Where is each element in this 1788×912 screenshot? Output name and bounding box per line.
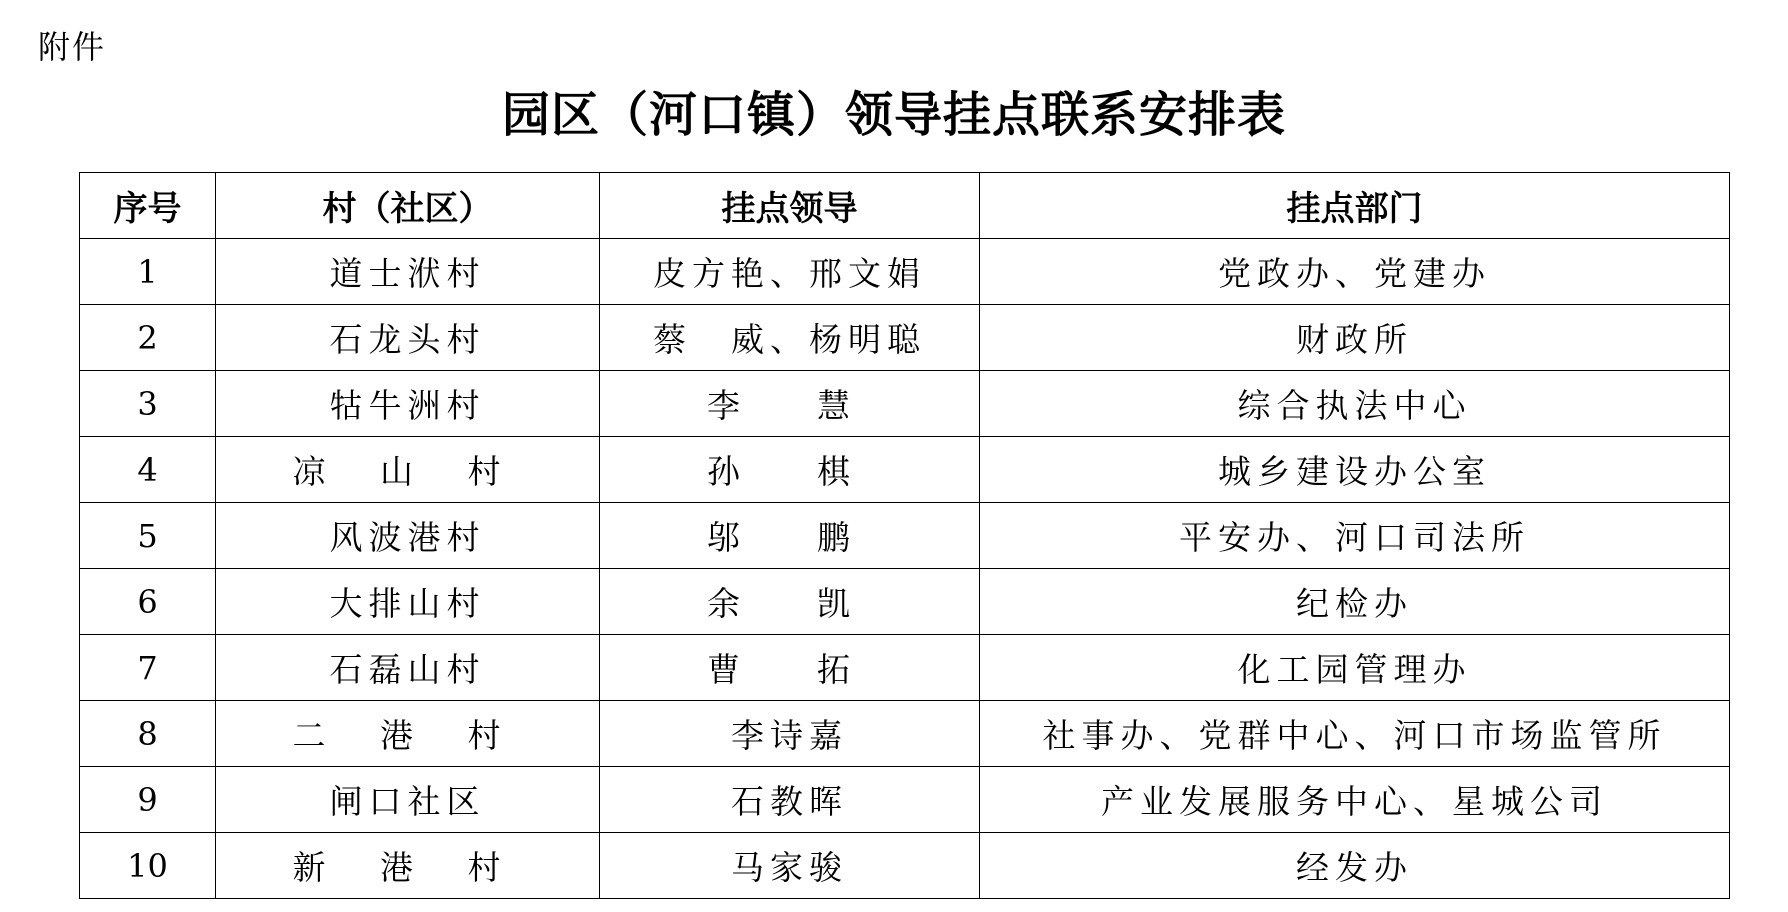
row-leader: 孙 棋	[600, 437, 980, 503]
row-leader: 李 慧	[600, 371, 980, 437]
table-row	[80, 767, 1730, 833]
row-village: 二 港 村	[216, 701, 600, 767]
row-village: 道士洑村	[216, 239, 600, 305]
row-leader: 邬 鹏	[600, 503, 980, 569]
assignment-table	[79, 172, 1730, 899]
row-dept: 平安办、河口司法所	[980, 503, 1730, 569]
row-village: 石龙头村	[216, 305, 600, 371]
row-village: 风波港村	[216, 503, 600, 569]
table-row	[80, 239, 1730, 305]
row-dept: 党政办、党建办	[980, 239, 1730, 305]
row-dept: 财政所	[980, 305, 1730, 371]
row-leader: 马家骏	[600, 833, 980, 899]
row-dept: 化工园管理办	[980, 635, 1730, 701]
header-no: 序号	[80, 173, 216, 239]
table-header-row	[80, 173, 1730, 239]
row-dept: 社事办、党群中心、河口市场监管所	[980, 701, 1730, 767]
row-no: 9	[80, 767, 216, 833]
row-dept: 纪检办	[980, 569, 1730, 635]
row-leader: 余 凯	[600, 569, 980, 635]
table-row	[80, 569, 1730, 635]
row-no: 7	[80, 635, 216, 701]
table-row	[80, 701, 1730, 767]
header-dept: 挂点部门	[980, 173, 1730, 239]
table-row	[80, 503, 1730, 569]
row-leader: 曹 拓	[600, 635, 980, 701]
row-leader: 蔡 威、杨明聪	[600, 305, 980, 371]
table-row	[80, 635, 1730, 701]
row-village: 大排山村	[216, 569, 600, 635]
table-row	[80, 305, 1730, 371]
row-village: 闸口社区	[216, 767, 600, 833]
row-village: 石磊山村	[216, 635, 600, 701]
assignment-table-container	[79, 172, 1730, 899]
row-no: 2	[80, 305, 216, 371]
row-no: 1	[80, 239, 216, 305]
row-dept: 城乡建设办公室	[980, 437, 1730, 503]
row-village: 凉 山 村	[216, 437, 600, 503]
table-row	[80, 371, 1730, 437]
row-no: 4	[80, 437, 216, 503]
row-village: 牯牛洲村	[216, 371, 600, 437]
header-village: 村（社区）	[216, 173, 600, 239]
row-no: 8	[80, 701, 216, 767]
row-leader: 李诗嘉	[600, 701, 980, 767]
row-dept: 产业发展服务中心、星城公司	[980, 767, 1730, 833]
row-no: 6	[80, 569, 216, 635]
row-dept: 综合执法中心	[980, 371, 1730, 437]
table-row	[80, 833, 1730, 899]
row-village: 新 港 村	[216, 833, 600, 899]
row-no: 3	[80, 371, 216, 437]
header-leader: 挂点领导	[600, 173, 980, 239]
row-no: 5	[80, 503, 216, 569]
row-leader: 石教晖	[600, 767, 980, 833]
row-leader: 皮方艳、邢文娟	[600, 239, 980, 305]
page-title: 园区（河口镇）领导挂点联系安排表	[501, 87, 1286, 143]
row-no: 10	[80, 833, 216, 899]
attachment-label: 附件	[38, 28, 107, 66]
row-dept: 经发办	[980, 833, 1730, 899]
table-row	[80, 437, 1730, 503]
